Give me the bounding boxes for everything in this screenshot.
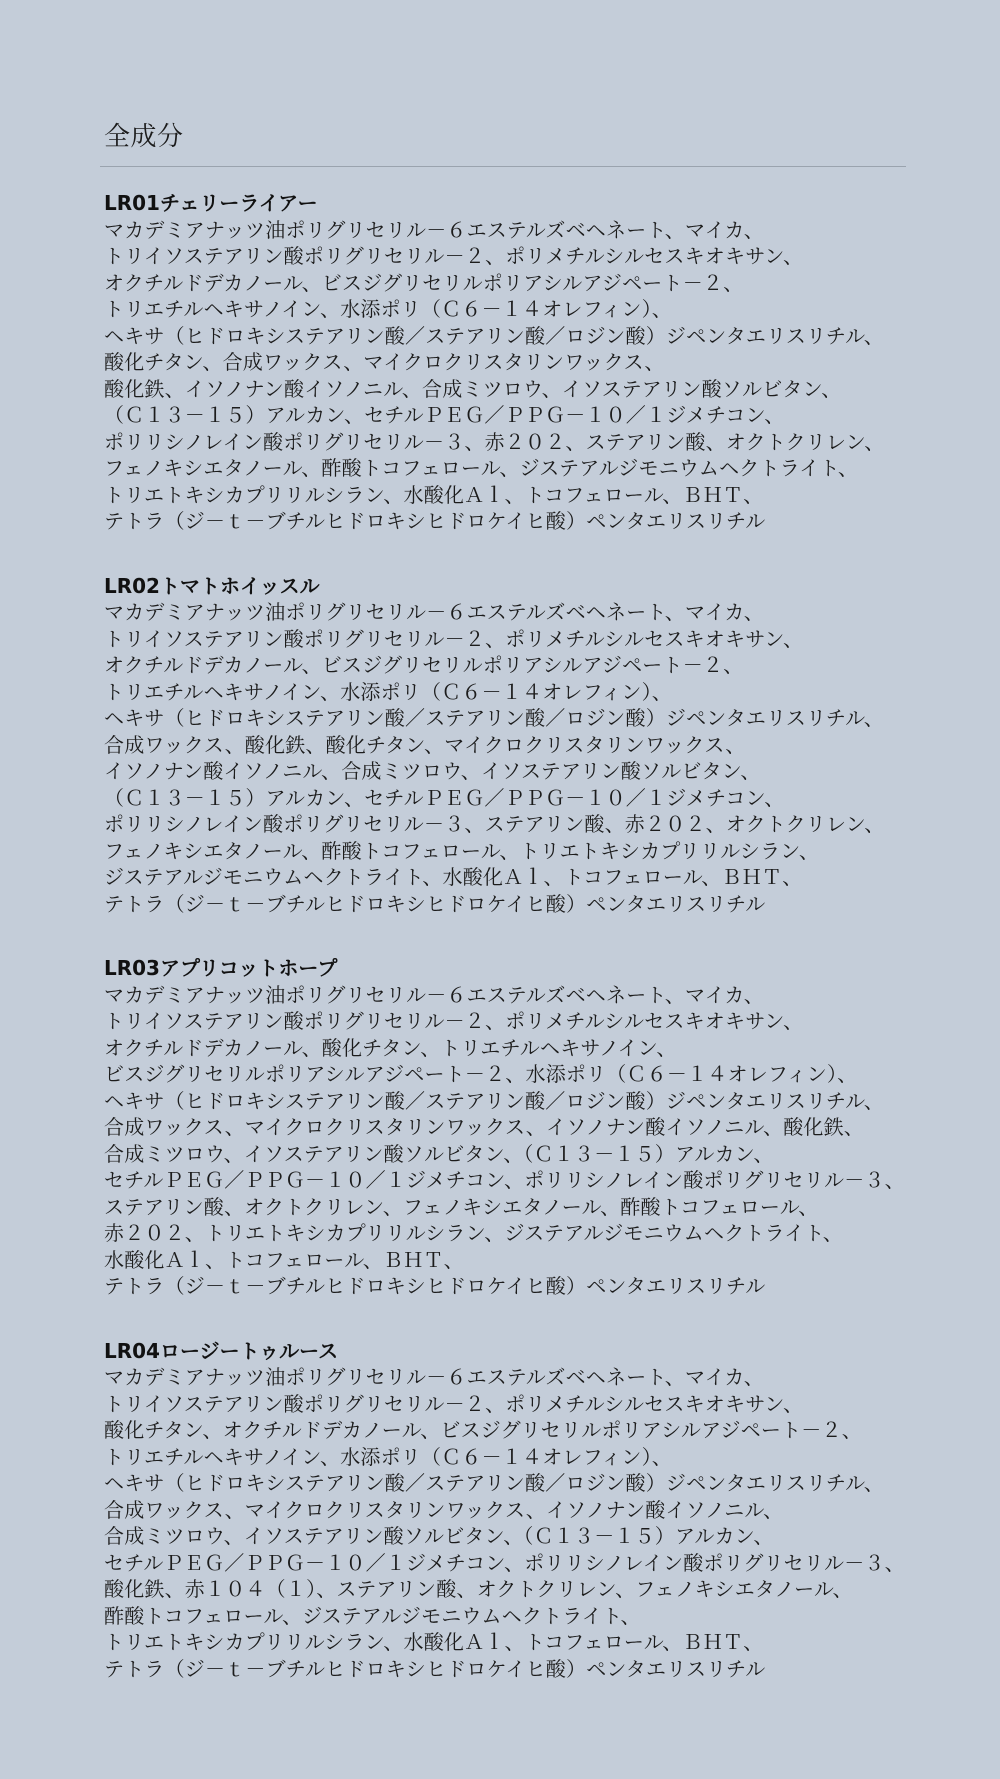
product-name: LR01チェリーライアー — [104, 191, 318, 215]
ingredient-line: テトラ（ジ－ｔ－ブチルヒドロキシヒドロケイヒ酸）ペンタエリスリチル — [104, 1274, 766, 1298]
ingredient-line: 酢酸トコフェロール、ジステアルジモニウムヘクトライト、 — [104, 1603, 641, 1628]
ingredient-line: ジステアルジモニウムヘクトライト、水酸化Ａｌ、トコフェロール、ＢＨＴ、 — [104, 865, 803, 889]
ingredient-line: マカデミアナッツ油ポリグリセリル－６エステルズベヘネート、マイカ、 — [104, 982, 764, 1007]
ingredient-line: 酸化鉄、赤１０４（１）、ステアリン酸、オクトクリレン、フェノキシエタノール、 — [104, 1577, 853, 1601]
ingredient-line: トリエチルヘキサノイン、水添ポリ（Ｃ６－１４オレフィン）、 — [104, 1444, 672, 1469]
ingredient-line: テトラ（ジ－ｔ－ブチルヒドロキシヒドロケイヒ酸）ペンタエリスリチル — [104, 509, 766, 533]
product-lr04 — [104, 1338, 984, 1683]
ingredient-line: トリイソステアリン酸ポリグリセリル－２、ポリメチルシルセスキオキサン、 — [104, 626, 804, 651]
ingredient-line: オクチルドデカノール、ビスジグリセリルポリアシルアジペート－２、 — [104, 653, 744, 677]
product-name: LR03アプリコットホープ — [104, 956, 338, 980]
ingredient-line: ヘキサ（ヒドロキシステアリン酸／ステアリン酸／ロジン酸）ジペンタエリスリチル、 — [104, 1088, 884, 1113]
ingredient-line: ステアリン酸、オクトクリレン、フェノキシエタノール、酢酸トコフェロール、 — [104, 1194, 819, 1219]
ingredient-line: 酸化鉄、イソノナン酸イソノニル、合成ミツロウ、イソステアリン酸ソルビタン、 — [104, 376, 842, 401]
ingredient-line: 合成ミツロウ、イソステアリン酸ソルビタン、（Ｃ１３－１５）アルカン、 — [104, 1524, 774, 1548]
ingredient-line: （Ｃ１３－１５）アルカン、セチルＰＥＧ／ＰＰＧ－１０／１ジメチコン、 — [104, 785, 785, 810]
page-title: 全成分 — [104, 122, 184, 152]
ingredient-line: （Ｃ１３－１５）アルカン、セチルＰＥＧ／ＰＰＧ－１０／１ジメチコン、 — [104, 403, 785, 427]
ingredient-line: ポリリシノレイン酸ポリグリセリル－３、ステアリン酸、赤２０２、オクトクリレン、 — [104, 812, 885, 836]
ingredient-line: トリイソステアリン酸ポリグリセリル－２、ポリメチルシルセスキオキサン、 — [104, 244, 804, 268]
ingredient-line: トリエトキシカプリリルシラン、水酸化Ａｌ、トコフェロール、ＢＨＴ、 — [104, 1630, 764, 1654]
ingredient-line: テトラ（ジ－ｔ－ブチルヒドロキシヒドロケイヒ酸）ペンタエリスリチル — [104, 1656, 766, 1681]
ingredient-line: トリエチルヘキサノイン、水添ポリ（Ｃ６－１４オレフィン）、 — [104, 679, 672, 704]
ingredient-line: オクチルドデカノール、酸化チタン、トリエチルヘキサノイン、 — [104, 1035, 677, 1060]
ingredient-line: トリエチルヘキサノイン、水添ポリ（Ｃ６－１４オレフィン）、 — [104, 297, 672, 321]
ingredient-line: 合成ワックス、酸化鉄、酸化チタン、マイクロクリスタリンワックス、 — [104, 732, 746, 757]
ingredient-line: フェノキシエタノール、酢酸トコフェロール、トリエトキシカプリリルシラン、 — [104, 838, 820, 863]
ingredient-line: マカデミアナッツ油ポリグリセリル－６エステルズベヘネート、マイカ、 — [104, 600, 764, 624]
ingredient-line: 水酸化Ａｌ、トコフェロール、ＢＨＴ、 — [104, 1247, 464, 1272]
ingredient-line: セチルＰＥＧ／ＰＰＧ－１０／１ジメチコン、ポリリシノレイン酸ポリグリセリル－３、 — [104, 1168, 905, 1192]
ingredient-line: 赤２０２、トリエトキシカプリリルシラン、ジステアルジモニウムヘクトライト、 — [104, 1221, 843, 1245]
ingredient-line: セチルＰＥＧ／ＰＰＧ－１０／１ジメチコン、ポリリシノレイン酸ポリグリセリル－３、 — [104, 1550, 905, 1575]
product-name: LR04ロージートゥルース — [104, 1338, 339, 1363]
ingredient-line: トリイソステアリン酸ポリグリセリル－２、ポリメチルシルセスキオキサン、 — [104, 1391, 804, 1416]
ingredient-line: 合成ワックス、マイクロクリスタリンワックス、イソノナン酸イソノニル、 — [104, 1497, 784, 1522]
ingredient-line: ヘキサ（ヒドロキシステアリン酸／ステアリン酸／ロジン酸）ジペンタエリスリチル、 — [104, 706, 884, 730]
ingredient-line: 合成ワックス、マイクロクリスタリンワックス、イソノナン酸イソノニル、酸化鉄、 — [104, 1115, 864, 1139]
product-lr02 — [104, 573, 984, 918]
product-lr01 — [104, 190, 984, 535]
ingredient-line: 合成ミツロウ、イソステアリン酸ソルビタン、（Ｃ１３－１５）アルカン、 — [104, 1141, 774, 1166]
ingredient-line: トリイソステアリン酸ポリグリセリル－２、ポリメチルシルセスキオキサン、 — [104, 1009, 804, 1033]
ingredient-line: フェノキシエタノール、酢酸トコフェロール、ジステアルジモニウムヘクトライト、 — [104, 456, 859, 480]
ingredient-line: マカデミアナッツ油ポリグリセリル－６エステルズベヘネート、マイカ、 — [104, 217, 764, 242]
ingredient-line: ヘキサ（ヒドロキシステアリン酸／ステアリン酸／ロジン酸）ジペンタエリスリチル、 — [104, 1471, 884, 1495]
ingredient-line: イソノナン酸イソノニル、合成ミツロウ、イソステアリン酸ソルビタン、 — [104, 759, 761, 783]
product-list — [104, 190, 984, 1720]
title-divider — [100, 166, 906, 167]
product-lr03 — [104, 955, 984, 1300]
ingredient-line: ビスジグリセリルポリアシルアジペート－２、水添ポリ（Ｃ６－１４オレフィン）、 — [104, 1062, 858, 1086]
ingredient-line: マカデミアナッツ油ポリグリセリル－６エステルズベヘネート、マイカ、 — [104, 1365, 764, 1389]
ingredient-line: ポリリシノレイン酸ポリグリセリル－３、赤２０２、ステアリン酸、オクトクリレン、 — [104, 429, 885, 454]
ingredient-line: 酸化チタン、合成ワックス、マイクロクリスタリンワックス、 — [104, 350, 665, 374]
ingredient-line: トリエトキシカプリリルシラン、水酸化Ａｌ、トコフェロール、ＢＨＴ、 — [104, 482, 764, 507]
ingredient-line: ヘキサ（ヒドロキシステアリン酸／ステアリン酸／ロジン酸）ジペンタエリスリチル、 — [104, 323, 884, 348]
product-name: LR02トマトホイッスル — [104, 573, 320, 598]
ingredient-line: 酸化チタン、オクチルドデカノール、ビスジグリセリルポリアシルアジペート－２、 — [104, 1418, 862, 1442]
ingredient-line: テトラ（ジ－ｔ－ブチルヒドロキシヒドロケイヒ酸）ペンタエリスリチル — [104, 891, 766, 916]
ingredient-line: オクチルドデカノール、ビスジグリセリルポリアシルアジペート－２、 — [104, 270, 744, 295]
